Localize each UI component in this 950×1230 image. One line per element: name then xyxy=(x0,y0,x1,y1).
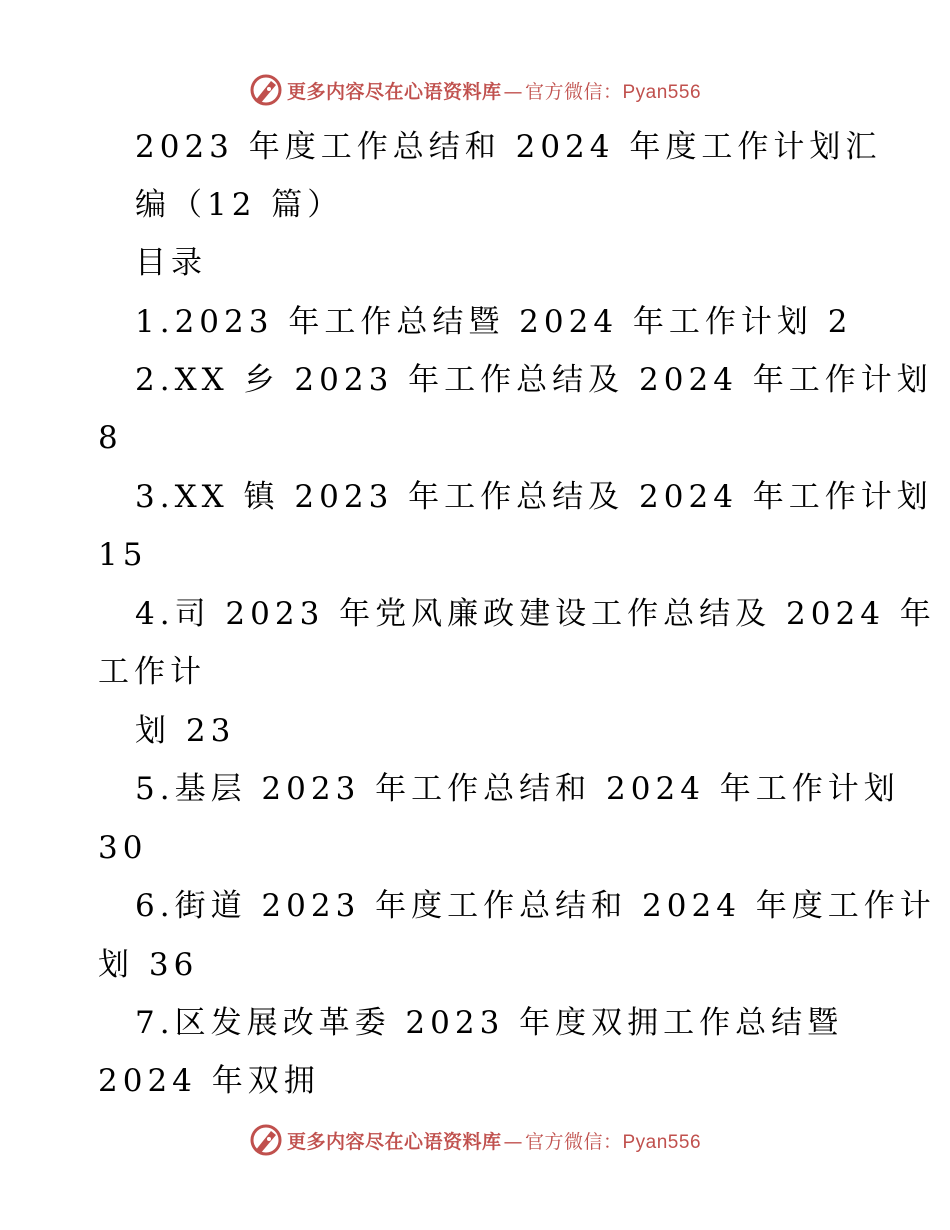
toc-item-2-page: 8 xyxy=(98,420,123,456)
toc-item-4-cont: 工作计 xyxy=(98,654,206,690)
footer-banner xyxy=(0,1120,950,1160)
toc-item-3-page: 15 xyxy=(98,537,148,573)
header-banner xyxy=(0,70,950,110)
doc-title-line-2: 编（12 篇） xyxy=(135,187,344,223)
toc-item-5: 5.基层 2023 年工作总结和 2024 年工作计划 xyxy=(135,771,900,807)
toc-item-5-page: 30 xyxy=(98,830,148,866)
toc-item-1: 1.2023 年工作总结暨 2024 年工作计划 2 xyxy=(135,304,853,340)
toc-item-3: 3.XX 镇 2023 年工作总结及 2024 年工作计划 xyxy=(135,479,933,515)
header-banner-text: 更多内容尽在心语资料库 — 官方微信：Pyan556 xyxy=(286,80,702,103)
toc-item-7-cont: 2024 年双拥 xyxy=(98,1063,320,1099)
pen-logo-icon xyxy=(249,73,283,107)
toc-item-4-page: 划 23 xyxy=(135,713,236,749)
doc-title-line-1: 2023 年度工作总结和 2024 年度工作计划汇 xyxy=(135,129,882,165)
toc-item-6-page: 划 36 xyxy=(98,947,199,983)
toc-item-7: 7.区发展改革委 2023 年度双拥工作总结暨 xyxy=(135,1005,844,1041)
toc-item-6: 6.街道 2023 年度工作总结和 2024 年度工作计 xyxy=(135,888,936,924)
pen-logo-icon xyxy=(249,1123,283,1157)
toc-heading: 目录 xyxy=(135,245,207,281)
footer-banner-text: 更多内容尽在心语资料库 — 官方微信：Pyan556 xyxy=(286,1130,702,1153)
toc-item-2: 2.XX 乡 2023 年工作总结及 2024 年工作计划 xyxy=(135,362,933,398)
toc-item-4: 4.司 2023 年党风廉政建设工作总结及 2024 年 xyxy=(135,596,936,632)
